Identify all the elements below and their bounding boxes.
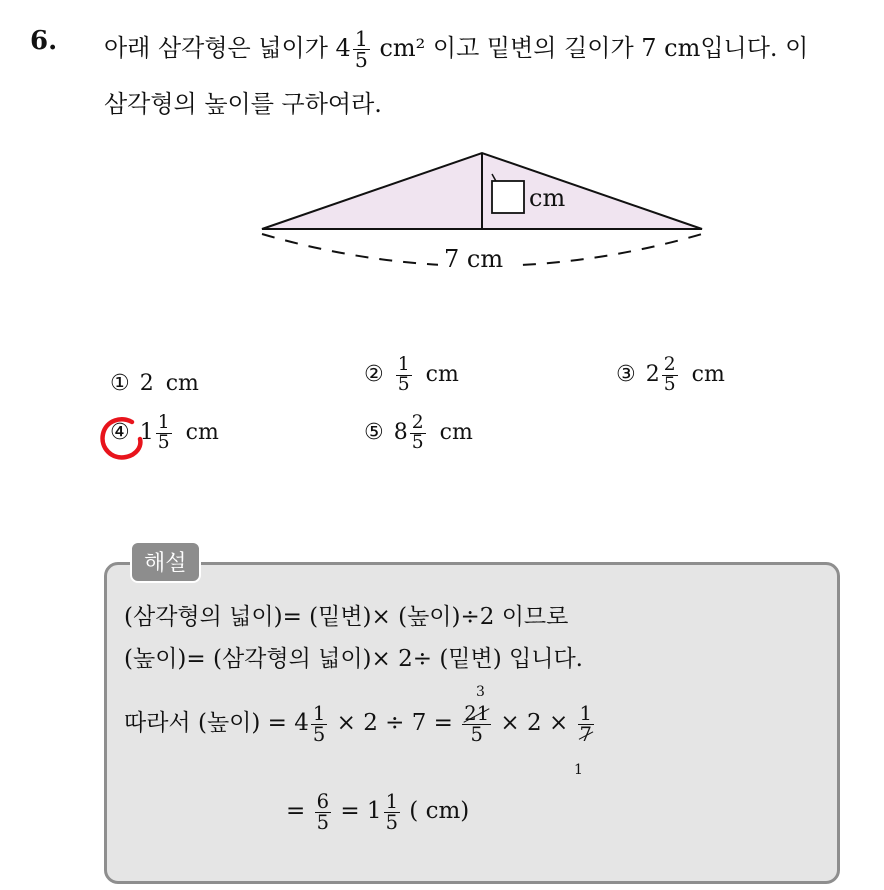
cancelled-7: 7 xyxy=(579,722,592,746)
base-label: 7 cm xyxy=(444,245,504,273)
answer-circle-mark xyxy=(96,412,152,464)
solution-line-2: (높이)= (삼각형의 넓이)× 2÷ (밑변) 입니다. xyxy=(124,646,583,672)
area-unit: cm² xyxy=(379,34,426,62)
solution-tag: 해설 xyxy=(130,541,201,583)
height-blank-box xyxy=(492,181,524,213)
cancelled-21: 21 xyxy=(464,702,490,725)
cancel-result-1: 1 xyxy=(574,762,583,778)
height-label: cm xyxy=(529,184,566,212)
solution-line-4: = $\frac{6}{5}$ = 1 $\frac{1}{5}$ ( cm) xyxy=(286,790,470,834)
solution-line-1: (삼각형의 넓이)= (밑변)× (높이)÷2 이므로 xyxy=(124,604,569,630)
question-number: 6. xyxy=(30,26,58,56)
choice-1[interactable]: ① 2 cm xyxy=(110,371,199,396)
cancel-result-3: 3 xyxy=(476,684,485,700)
triangle-figure xyxy=(0,0,884,300)
question-text-b: 이고 밑변의 길이가 7 cm입니다. 이 xyxy=(425,34,809,62)
choice-2[interactable]: ② $\frac{1}{5}$ cm xyxy=(364,354,459,395)
question-text-a: 아래 삼각형은 넓이가 4 xyxy=(104,34,351,62)
choice-5[interactable]: ⑤ 8 $\frac{2}{5}$ cm xyxy=(364,412,473,453)
choice-3[interactable]: ③ 2 $\frac{2}{5}$ cm xyxy=(616,354,725,395)
area-fraction: $\frac{1}{5}$ xyxy=(354,26,368,72)
solution-line-3: 따라서 (높이) = 4 $\frac{1}{5}$ × 2 ÷ 7 = $\frac{21}{5}$ × 2 × $\frac{1}{7}$ xyxy=(124,702,592,746)
choice-4[interactable]: ④ 1 $\frac{1}{5}$ cm xyxy=(110,412,219,453)
question-line-2: 삼각형의 높이를 구하여라. xyxy=(104,90,382,118)
